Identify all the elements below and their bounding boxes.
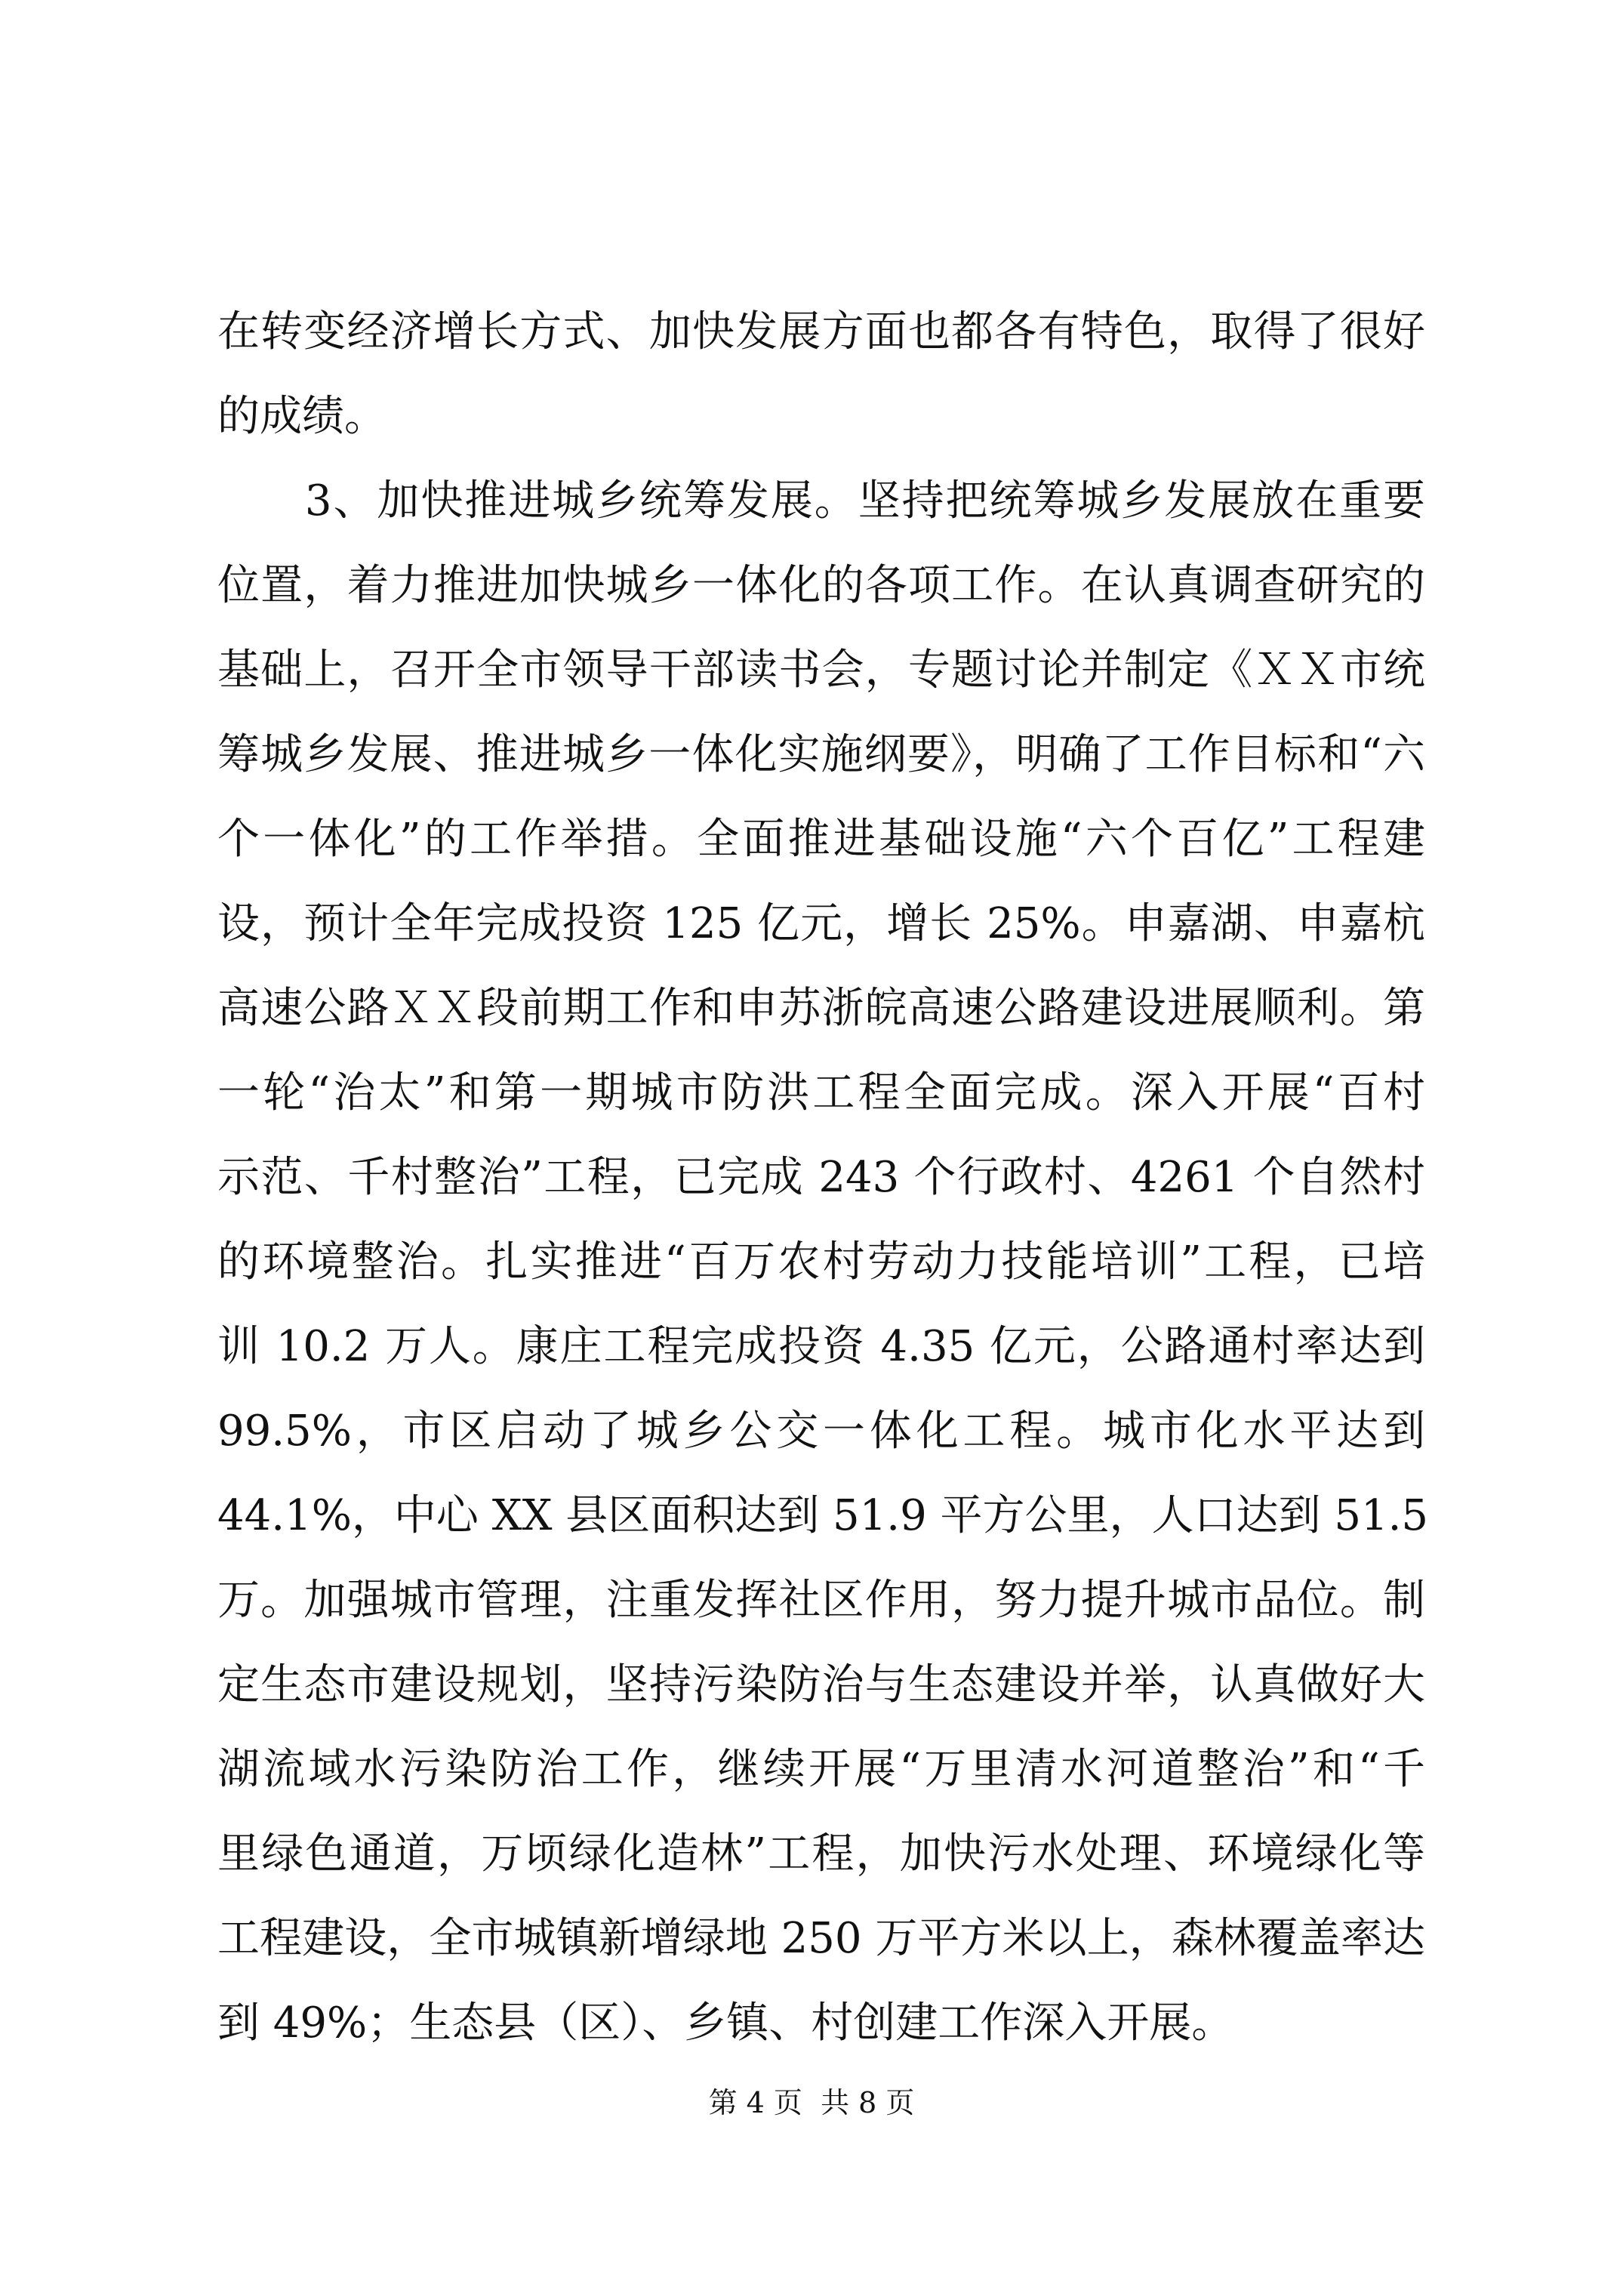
text-line: 训 10.2 万人。康庄工程完成投资 4.35 亿元，公路通村率达到	[217, 1322, 1425, 1371]
text-line: 里绿色通道，万顷绿化造林”工程，加快污水处理、环境绿化等	[217, 1829, 1425, 1878]
body-text	[217, 290, 1429, 2066]
text-line: 示范、千村整治”工程，已完成 243 个行政村、4261 个自然村	[217, 1153, 1425, 1202]
paragraph-start-line: 3、加快推进城乡统筹发展。坚持把统筹城乡发展放在重要	[217, 476, 1425, 525]
text-line: 湖流域水污染防治工作，继续开展“万里清水河道整治”和“千	[217, 1745, 1425, 1794]
text-line: 个一体化”的工作举措。全面推进基础设施“六个百亿”工程建	[217, 815, 1425, 864]
text-line: 的成绩。	[217, 392, 387, 441]
page-number-footer: 第 4 页 共 8 页	[708, 2086, 915, 2119]
text-line: 定生态市建设规划，坚持污染防治与生态建设并举，认真做好大	[217, 1660, 1425, 1709]
text-line: 筹城乡发展、推进城乡一体化实施纲要》，明确了工作目标和“六	[217, 730, 1425, 779]
text-line: 工程建设，全市城镇新增绿地 250 万平方米以上，森林覆盖率达	[217, 1914, 1425, 1963]
text-line: 基础上，召开全市领导干部读书会，专题讨论并制定《ＸＸ市统	[217, 646, 1425, 695]
text-line: 设，预计全年完成投资 125 亿元，增长 25%。申嘉湖、申嘉杭	[217, 899, 1425, 948]
text-line: 位置，着力推进加快城乡一体化的各项工作。在认真调查研究的	[217, 561, 1425, 610]
text-line: 一轮“治太”和第一期城市防洪工程全面完成。深入开展“百村	[217, 1068, 1425, 1117]
text-line: 99.5%，市区启动了城乡公交一体化工程。城市化水平达到	[217, 1407, 1425, 1456]
text-line: 的环境整治。扎实推进“百万农村劳动力技能培训”工程，已培	[217, 1237, 1425, 1287]
text-line: 在转变经济增长方式、加快发展方面也都各有特色，取得了很好	[217, 307, 1425, 356]
text-line: 44.1%，中心 XX 县区面积达到 51.9 平方公里，人口达到 51.5	[217, 1491, 1429, 1540]
text-line: 到 49%；生态县（区）、乡镇、村创建工作深入开展。	[217, 1999, 1234, 2048]
text-line: 万。加强城市管理，注重发挥社区作用，努力提升城市品位。制	[217, 1576, 1425, 1625]
text-line: 高速公路ＸＸ段前期工作和申苏浙皖高速公路建设进展顺利。第	[217, 984, 1425, 1033]
